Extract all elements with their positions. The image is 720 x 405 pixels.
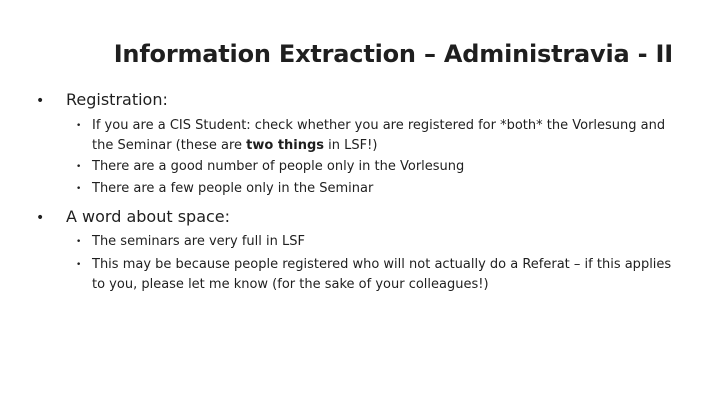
bullet-icon: • bbox=[76, 184, 82, 194]
sub-bullet-seminars-full bbox=[76, 232, 676, 252]
bullet-icon: • bbox=[76, 121, 82, 131]
bullet-icon: • bbox=[76, 260, 82, 270]
bullet-icon: • bbox=[36, 93, 45, 109]
bullet-space bbox=[36, 207, 230, 226]
sub-bullet-referat bbox=[76, 255, 676, 295]
slide-title: Information Extraction – Administravia - II bbox=[113, 40, 673, 68]
sub-bullet-seminars-full-text: The seminars are very full in LSF bbox=[92, 234, 305, 249]
sub-bullet-referat-text: This may be because people registered who will not actually do a Referat – if this applies to you, please let me know (for the sake of your colleagues!) bbox=[92, 257, 672, 292]
sub-bullet-vorlesung-only bbox=[76, 157, 676, 177]
bullet-icon: • bbox=[76, 162, 82, 172]
bullet-space-label: A word about space: bbox=[66, 207, 231, 226]
sub-bullet-cis-student bbox=[76, 116, 676, 156]
bullet-registration bbox=[36, 90, 168, 109]
text-segment: If you are a CIS Student: check whether you are registered for *both* the Vorlesung and the Seminar (these are bbox=[92, 118, 666, 153]
bullet-registration-label: Registration: bbox=[66, 90, 168, 109]
emphasis-text: two things bbox=[246, 138, 325, 153]
bullet-icon: • bbox=[36, 210, 45, 226]
sub-bullet-cis-student-text bbox=[92, 116, 676, 156]
sub-bullet-vorlesung-only-text: There are a good number of people only in the Vorlesung bbox=[92, 159, 465, 174]
sub-bullet-seminar-only-text: There are a few people only in the Seminar bbox=[92, 181, 374, 196]
text-segment: in LSF!) bbox=[324, 138, 378, 153]
bullet-icon: • bbox=[76, 237, 82, 247]
sub-bullet-seminar-only bbox=[76, 179, 676, 199]
